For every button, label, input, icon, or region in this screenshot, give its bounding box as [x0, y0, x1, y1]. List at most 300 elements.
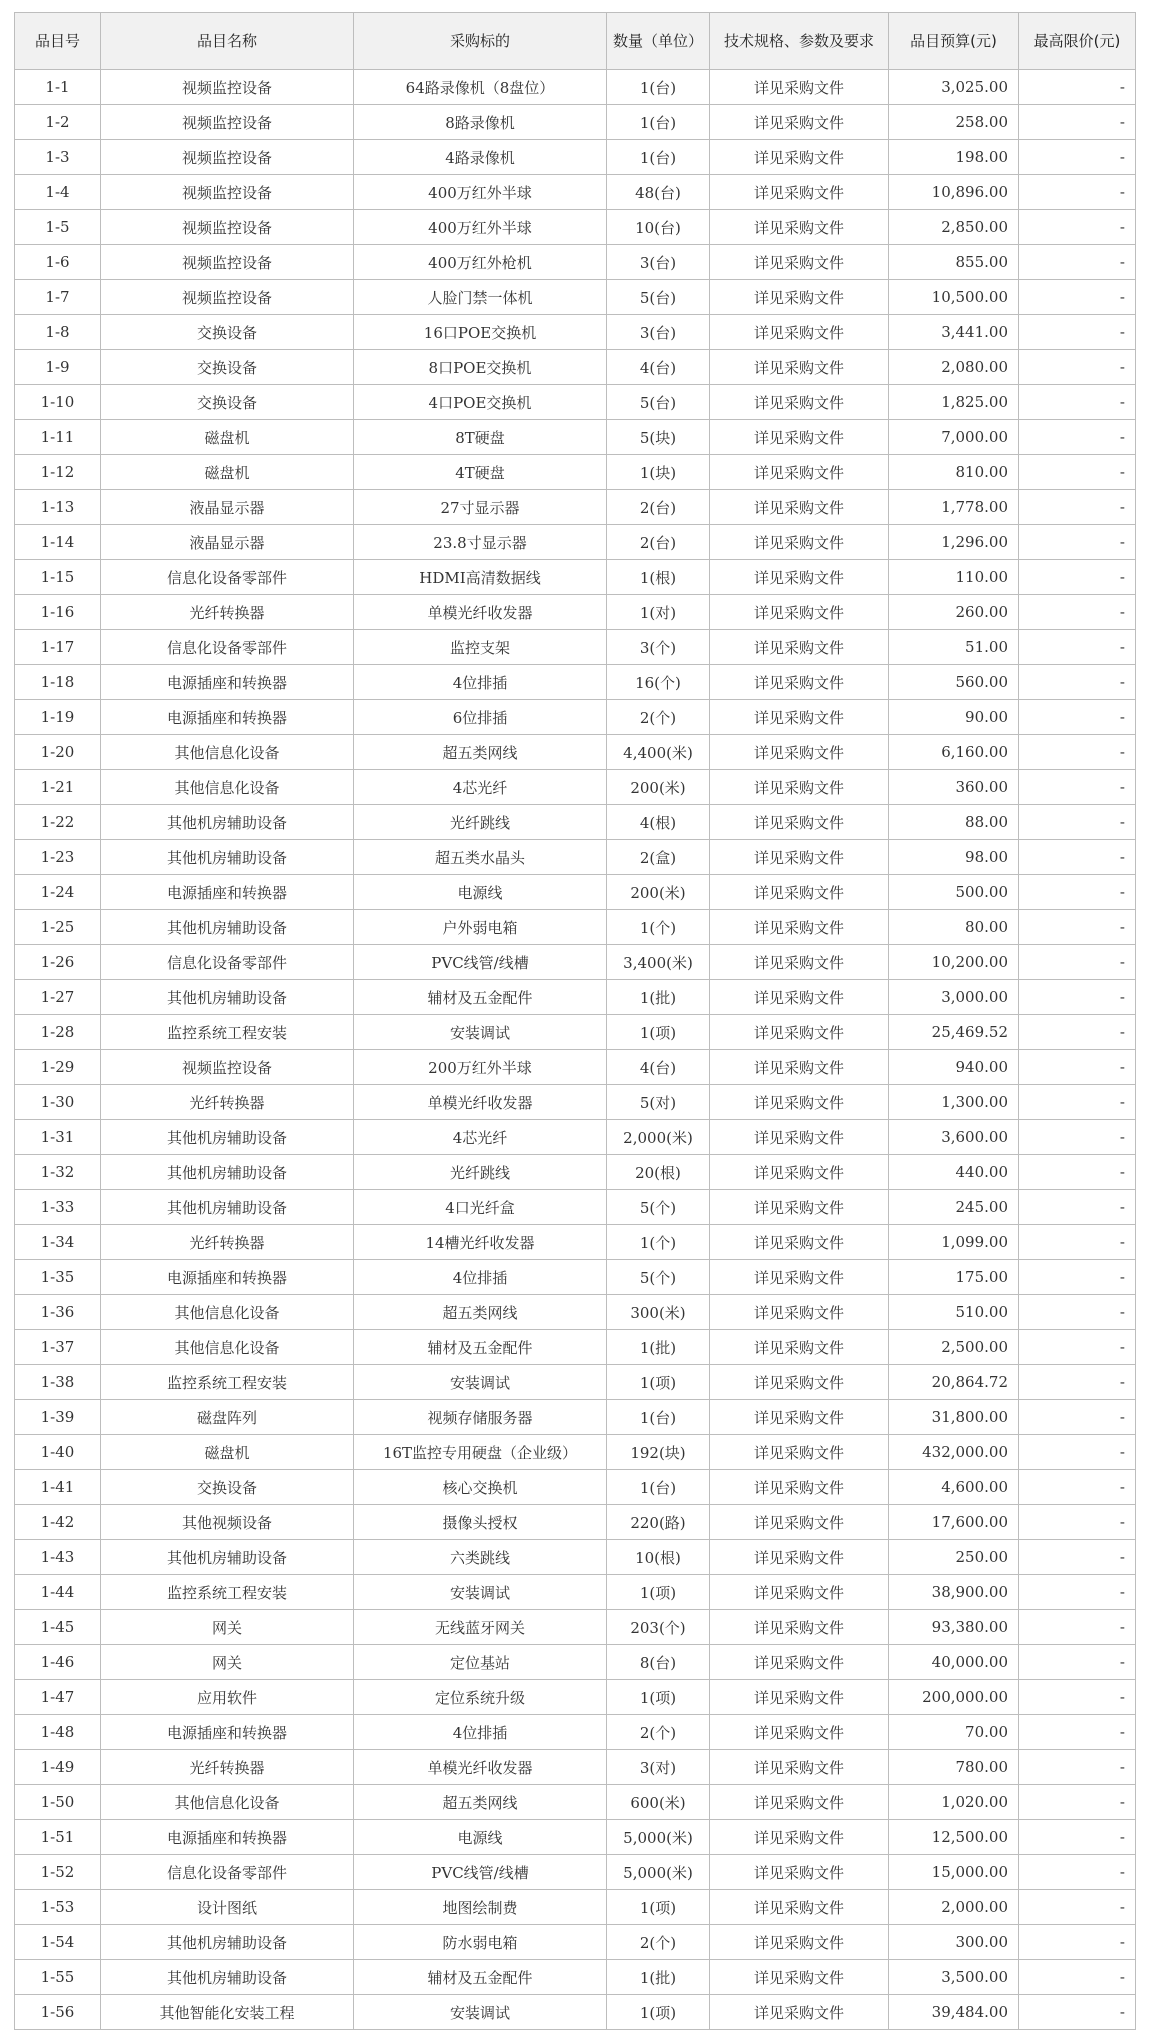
table-row: [15, 140, 1136, 175]
cell-max-price-limit: -: [1019, 1085, 1136, 1120]
cell-item-budget: 510.00: [889, 1295, 1019, 1330]
cell-procurement-target: 辅材及五金配件: [354, 1960, 607, 1995]
cell-technical-spec: 详见采购文件: [710, 1470, 889, 1505]
cell-procurement-target: PVC线管/线槽: [354, 945, 607, 980]
cell-quantity-unit: 1(项): [607, 1365, 710, 1400]
cell-technical-spec: 详见采购文件: [710, 1120, 889, 1155]
cell-item-no: 1-27: [15, 980, 101, 1015]
cell-procurement-target: 单模光纤收发器: [354, 595, 607, 630]
cell-quantity-unit: 3,400(米): [607, 945, 710, 980]
cell-procurement-target: 400万红外半球: [354, 175, 607, 210]
cell-item-no: 1-3: [15, 140, 101, 175]
table-row: [15, 420, 1136, 455]
cell-quantity-unit: 1(项): [607, 1680, 710, 1715]
cell-item-name: 其他视频设备: [101, 1505, 354, 1540]
header-max-price-limit: 最高限价(元): [1019, 13, 1136, 70]
cell-item-budget: 3,500.00: [889, 1960, 1019, 1995]
cell-quantity-unit: 16(个): [607, 665, 710, 700]
cell-max-price-limit: -: [1019, 1155, 1136, 1190]
cell-item-no: 1-46: [15, 1645, 101, 1680]
cell-item-budget: 38,900.00: [889, 1575, 1019, 1610]
cell-procurement-target: 安装调试: [354, 1575, 607, 1610]
cell-item-name: 视频监控设备: [101, 175, 354, 210]
cell-procurement-target: 人脸门禁一体机: [354, 280, 607, 315]
cell-item-name: 交换设备: [101, 385, 354, 420]
cell-procurement-target: 辅材及五金配件: [354, 1330, 607, 1365]
table-row: [15, 595, 1136, 630]
table-row: [15, 1925, 1136, 1960]
cell-item-budget: 3,025.00: [889, 70, 1019, 105]
cell-procurement-target: 光纤跳线: [354, 1155, 607, 1190]
cell-quantity-unit: 203(个): [607, 1610, 710, 1645]
cell-item-budget: 2,000.00: [889, 1890, 1019, 1925]
table-row: [15, 945, 1136, 980]
cell-quantity-unit: 3(台): [607, 315, 710, 350]
cell-quantity-unit: 1(批): [607, 980, 710, 1015]
cell-procurement-target: 电源线: [354, 875, 607, 910]
cell-quantity-unit: 5(台): [607, 280, 710, 315]
cell-technical-spec: 详见采购文件: [710, 945, 889, 980]
cell-item-no: 1-34: [15, 1225, 101, 1260]
cell-item-budget: 175.00: [889, 1260, 1019, 1295]
table-row: [15, 1295, 1136, 1330]
cell-item-no: 1-13: [15, 490, 101, 525]
cell-procurement-target: 200万红外半球: [354, 1050, 607, 1085]
cell-technical-spec: 详见采购文件: [710, 805, 889, 840]
table-row: [15, 1575, 1136, 1610]
cell-item-name: 其他信息化设备: [101, 1295, 354, 1330]
cell-quantity-unit: 3(台): [607, 245, 710, 280]
cell-max-price-limit: -: [1019, 1890, 1136, 1925]
cell-item-budget: 25,469.52: [889, 1015, 1019, 1050]
cell-procurement-target: 超五类网线: [354, 1295, 607, 1330]
cell-technical-spec: 详见采购文件: [710, 105, 889, 140]
cell-technical-spec: 详见采购文件: [710, 770, 889, 805]
cell-quantity-unit: 5(台): [607, 385, 710, 420]
cell-max-price-limit: -: [1019, 805, 1136, 840]
cell-quantity-unit: 192(块): [607, 1435, 710, 1470]
table-row: [15, 805, 1136, 840]
cell-procurement-target: 8路录像机: [354, 105, 607, 140]
cell-quantity-unit: 1(台): [607, 70, 710, 105]
cell-item-budget: 260.00: [889, 595, 1019, 630]
cell-technical-spec: 详见采购文件: [710, 245, 889, 280]
table-row: [15, 1785, 1136, 1820]
cell-procurement-target: 4口光纤盒: [354, 1190, 607, 1225]
cell-max-price-limit: -: [1019, 910, 1136, 945]
cell-max-price-limit: -: [1019, 770, 1136, 805]
cell-procurement-target: 安装调试: [354, 1995, 607, 2030]
cell-technical-spec: 详见采购文件: [710, 1295, 889, 1330]
cell-technical-spec: 详见采购文件: [710, 1050, 889, 1085]
cell-technical-spec: 详见采购文件: [710, 1855, 889, 1890]
table-row: [15, 315, 1136, 350]
cell-item-budget: 1,825.00: [889, 385, 1019, 420]
cell-quantity-unit: 4(台): [607, 1050, 710, 1085]
table-row: [15, 560, 1136, 595]
cell-procurement-target: 摄像头授权: [354, 1505, 607, 1540]
cell-item-budget: 12,500.00: [889, 1820, 1019, 1855]
cell-procurement-target: 400万红外枪机: [354, 245, 607, 280]
cell-item-no: 1-43: [15, 1540, 101, 1575]
cell-procurement-target: 6位排插: [354, 700, 607, 735]
cell-item-no: 1-4: [15, 175, 101, 210]
cell-technical-spec: 详见采购文件: [710, 1750, 889, 1785]
cell-technical-spec: 详见采购文件: [710, 1435, 889, 1470]
cell-procurement-target: 辅材及五金配件: [354, 980, 607, 1015]
cell-max-price-limit: -: [1019, 1400, 1136, 1435]
cell-max-price-limit: -: [1019, 1050, 1136, 1085]
table-row: [15, 525, 1136, 560]
cell-procurement-target: 4路录像机: [354, 140, 607, 175]
cell-item-no: 1-22: [15, 805, 101, 840]
cell-max-price-limit: -: [1019, 595, 1136, 630]
cell-item-no: 1-21: [15, 770, 101, 805]
cell-technical-spec: 详见采购文件: [710, 1330, 889, 1365]
cell-max-price-limit: -: [1019, 455, 1136, 490]
cell-quantity-unit: 1(项): [607, 1890, 710, 1925]
cell-item-budget: 98.00: [889, 840, 1019, 875]
cell-max-price-limit: -: [1019, 1680, 1136, 1715]
table-row: [15, 245, 1136, 280]
cell-technical-spec: 详见采购文件: [710, 1365, 889, 1400]
table-row: [15, 1225, 1136, 1260]
cell-technical-spec: 详见采购文件: [710, 560, 889, 595]
cell-max-price-limit: -: [1019, 1750, 1136, 1785]
cell-item-name: 液晶显示器: [101, 525, 354, 560]
table-row: [15, 70, 1136, 105]
cell-item-name: 其他机房辅助设备: [101, 840, 354, 875]
cell-procurement-target: 14槽光纤收发器: [354, 1225, 607, 1260]
cell-procurement-target: 超五类网线: [354, 735, 607, 770]
cell-item-budget: 40,000.00: [889, 1645, 1019, 1680]
cell-item-no: 1-17: [15, 630, 101, 665]
cell-item-name: 其他机房辅助设备: [101, 1540, 354, 1575]
table-row: [15, 1645, 1136, 1680]
cell-technical-spec: 详见采购文件: [710, 1190, 889, 1225]
cell-procurement-target: 户外弱电箱: [354, 910, 607, 945]
cell-item-budget: 70.00: [889, 1715, 1019, 1750]
cell-item-no: 1-29: [15, 1050, 101, 1085]
cell-max-price-limit: -: [1019, 665, 1136, 700]
cell-max-price-limit: -: [1019, 1960, 1136, 1995]
cell-procurement-target: 16口POE交换机: [354, 315, 607, 350]
cell-item-no: 1-25: [15, 910, 101, 945]
cell-procurement-target: 单模光纤收发器: [354, 1750, 607, 1785]
cell-quantity-unit: 5(对): [607, 1085, 710, 1120]
cell-item-no: 1-1: [15, 70, 101, 105]
cell-technical-spec: 详见采购文件: [710, 1680, 889, 1715]
cell-max-price-limit: -: [1019, 700, 1136, 735]
table-row: [15, 385, 1136, 420]
cell-item-no: 1-8: [15, 315, 101, 350]
cell-item-no: 1-19: [15, 700, 101, 735]
cell-max-price-limit: -: [1019, 1435, 1136, 1470]
cell-quantity-unit: 200(米): [607, 875, 710, 910]
cell-quantity-unit: 2(个): [607, 1925, 710, 1960]
cell-max-price-limit: -: [1019, 1015, 1136, 1050]
header-quantity-unit: 数量（单位）: [607, 13, 710, 70]
cell-item-no: 1-33: [15, 1190, 101, 1225]
cell-item-budget: 110.00: [889, 560, 1019, 595]
cell-item-name: 光纤转换器: [101, 1085, 354, 1120]
cell-quantity-unit: 20(根): [607, 1155, 710, 1190]
cell-technical-spec: 详见采购文件: [710, 385, 889, 420]
cell-quantity-unit: 1(批): [607, 1330, 710, 1365]
cell-max-price-limit: -: [1019, 630, 1136, 665]
cell-item-no: 1-56: [15, 1995, 101, 2030]
cell-item-name: 视频监控设备: [101, 245, 354, 280]
cell-technical-spec: 详见采购文件: [710, 735, 889, 770]
cell-quantity-unit: 1(个): [607, 910, 710, 945]
cell-item-no: 1-41: [15, 1470, 101, 1505]
table-row: [15, 350, 1136, 385]
cell-quantity-unit: 1(根): [607, 560, 710, 595]
cell-item-no: 1-23: [15, 840, 101, 875]
cell-max-price-limit: -: [1019, 1260, 1136, 1295]
cell-max-price-limit: -: [1019, 1120, 1136, 1155]
cell-item-budget: 810.00: [889, 455, 1019, 490]
cell-item-name: 光纤转换器: [101, 1225, 354, 1260]
cell-item-no: 1-18: [15, 665, 101, 700]
cell-quantity-unit: 1(台): [607, 1400, 710, 1435]
table-row: [15, 1435, 1136, 1470]
cell-item-no: 1-26: [15, 945, 101, 980]
cell-procurement-target: 27寸显示器: [354, 490, 607, 525]
cell-item-name: 磁盘机: [101, 420, 354, 455]
cell-technical-spec: 详见采购文件: [710, 630, 889, 665]
cell-item-name: 视频监控设备: [101, 280, 354, 315]
table-row: [15, 980, 1136, 1015]
cell-item-no: 1-55: [15, 1960, 101, 1995]
cell-item-budget: 7,000.00: [889, 420, 1019, 455]
table-row: [15, 770, 1136, 805]
cell-procurement-target: 23.8寸显示器: [354, 525, 607, 560]
cell-technical-spec: 详见采购文件: [710, 1715, 889, 1750]
cell-procurement-target: 视频存储服务器: [354, 1400, 607, 1435]
cell-quantity-unit: 4,400(米): [607, 735, 710, 770]
cell-max-price-limit: -: [1019, 1330, 1136, 1365]
cell-procurement-target: PVC线管/线槽: [354, 1855, 607, 1890]
cell-item-name: 视频监控设备: [101, 1050, 354, 1085]
cell-item-name: 光纤转换器: [101, 1750, 354, 1785]
cell-item-no: 1-51: [15, 1820, 101, 1855]
table-row: [15, 1365, 1136, 1400]
cell-max-price-limit: -: [1019, 315, 1136, 350]
table-body: [15, 70, 1136, 2030]
cell-procurement-target: 8T硬盘: [354, 420, 607, 455]
cell-item-budget: 80.00: [889, 910, 1019, 945]
cell-quantity-unit: 4(根): [607, 805, 710, 840]
table-row: [15, 700, 1136, 735]
cell-item-name: 其他信息化设备: [101, 1785, 354, 1820]
cell-item-name: 视频监控设备: [101, 70, 354, 105]
cell-item-no: 1-36: [15, 1295, 101, 1330]
cell-technical-spec: 详见采购文件: [710, 490, 889, 525]
cell-item-no: 1-9: [15, 350, 101, 385]
cell-item-name: 交换设备: [101, 1470, 354, 1505]
cell-quantity-unit: 5(个): [607, 1260, 710, 1295]
cell-item-name: 监控系统工程安装: [101, 1365, 354, 1400]
cell-item-budget: 3,000.00: [889, 980, 1019, 1015]
cell-item-budget: 2,850.00: [889, 210, 1019, 245]
cell-technical-spec: 详见采购文件: [710, 70, 889, 105]
cell-item-no: 1-52: [15, 1855, 101, 1890]
cell-technical-spec: 详见采购文件: [710, 1260, 889, 1295]
cell-item-budget: 940.00: [889, 1050, 1019, 1085]
table-header-row: [15, 13, 1136, 70]
cell-max-price-limit: -: [1019, 945, 1136, 980]
cell-quantity-unit: 2(个): [607, 1715, 710, 1750]
table-row: [15, 280, 1136, 315]
cell-item-no: 1-11: [15, 420, 101, 455]
cell-item-budget: 4,600.00: [889, 1470, 1019, 1505]
cell-item-name: 信息化设备零部件: [101, 945, 354, 980]
cell-max-price-limit: -: [1019, 175, 1136, 210]
cell-procurement-target: 电源线: [354, 1820, 607, 1855]
cell-item-budget: 88.00: [889, 805, 1019, 840]
cell-procurement-target: 64路录像机（8盘位）: [354, 70, 607, 105]
cell-item-budget: 3,441.00: [889, 315, 1019, 350]
cell-quantity-unit: 220(路): [607, 1505, 710, 1540]
cell-item-budget: 2,080.00: [889, 350, 1019, 385]
cell-item-budget: 31,800.00: [889, 1400, 1019, 1435]
table-row: [15, 1330, 1136, 1365]
cell-quantity-unit: 1(项): [607, 1015, 710, 1050]
cell-item-no: 1-39: [15, 1400, 101, 1435]
cell-max-price-limit: -: [1019, 490, 1136, 525]
cell-procurement-target: 4位排插: [354, 1260, 607, 1295]
cell-quantity-unit: 3(对): [607, 1750, 710, 1785]
cell-item-name: 信息化设备零部件: [101, 630, 354, 665]
table-row: [15, 1610, 1136, 1645]
cell-technical-spec: 详见采购文件: [710, 1820, 889, 1855]
table-row: [15, 490, 1136, 525]
cell-quantity-unit: 1(对): [607, 595, 710, 630]
cell-quantity-unit: 2(台): [607, 525, 710, 560]
table-row: [15, 910, 1136, 945]
cell-item-no: 1-24: [15, 875, 101, 910]
cell-item-budget: 1,300.00: [889, 1085, 1019, 1120]
cell-quantity-unit: 2(台): [607, 490, 710, 525]
cell-technical-spec: 详见采购文件: [710, 1995, 889, 2030]
cell-item-name: 电源插座和转换器: [101, 700, 354, 735]
cell-quantity-unit: 5,000(米): [607, 1820, 710, 1855]
cell-item-name: 液晶显示器: [101, 490, 354, 525]
header-item-budget: 品目预算(元): [889, 13, 1019, 70]
cell-max-price-limit: -: [1019, 210, 1136, 245]
cell-item-name: 磁盘阵列: [101, 1400, 354, 1435]
cell-procurement-target: 4位排插: [354, 1715, 607, 1750]
cell-max-price-limit: -: [1019, 1540, 1136, 1575]
table-row: [15, 175, 1136, 210]
cell-item-no: 1-20: [15, 735, 101, 770]
header-technical-spec: 技术规格、参数及要求: [710, 13, 889, 70]
cell-item-budget: 10,896.00: [889, 175, 1019, 210]
cell-item-name: 交换设备: [101, 350, 354, 385]
cell-technical-spec: 详见采购文件: [710, 595, 889, 630]
cell-quantity-unit: 1(台): [607, 105, 710, 140]
cell-item-name: 磁盘机: [101, 1435, 354, 1470]
cell-technical-spec: 详见采购文件: [710, 140, 889, 175]
cell-procurement-target: 4口POE交换机: [354, 385, 607, 420]
cell-technical-spec: 详见采购文件: [710, 1645, 889, 1680]
cell-item-name: 其他信息化设备: [101, 735, 354, 770]
cell-item-name: 其他机房辅助设备: [101, 1120, 354, 1155]
cell-item-name: 视频监控设备: [101, 105, 354, 140]
cell-item-no: 1-53: [15, 1890, 101, 1925]
table-row: [15, 1470, 1136, 1505]
cell-item-name: 电源插座和转换器: [101, 1820, 354, 1855]
cell-item-budget: 10,200.00: [889, 945, 1019, 980]
cell-max-price-limit: -: [1019, 840, 1136, 875]
cell-quantity-unit: 2,000(米): [607, 1120, 710, 1155]
cell-quantity-unit: 1(批): [607, 1960, 710, 1995]
cell-procurement-target: 安装调试: [354, 1365, 607, 1400]
cell-technical-spec: 详见采购文件: [710, 525, 889, 560]
cell-item-name: 其他机房辅助设备: [101, 805, 354, 840]
cell-technical-spec: 详见采购文件: [710, 455, 889, 490]
cell-technical-spec: 详见采购文件: [710, 1085, 889, 1120]
table-row: [15, 1680, 1136, 1715]
cell-max-price-limit: -: [1019, 1855, 1136, 1890]
cell-quantity-unit: 4(台): [607, 350, 710, 385]
cell-technical-spec: 详见采购文件: [710, 350, 889, 385]
cell-quantity-unit: 1(项): [607, 1575, 710, 1610]
cell-item-name: 电源插座和转换器: [101, 1260, 354, 1295]
cell-item-name: 其他机房辅助设备: [101, 980, 354, 1015]
cell-technical-spec: 详见采购文件: [710, 280, 889, 315]
header-item-name: 品目名称: [101, 13, 354, 70]
cell-procurement-target: 定位系统升级: [354, 1680, 607, 1715]
cell-max-price-limit: -: [1019, 1715, 1136, 1750]
table-row: [15, 665, 1136, 700]
cell-max-price-limit: -: [1019, 1365, 1136, 1400]
table-row: [15, 630, 1136, 665]
cell-item-budget: 855.00: [889, 245, 1019, 280]
cell-item-no: 1-2: [15, 105, 101, 140]
cell-technical-spec: 详见采购文件: [710, 315, 889, 350]
header-item-no: 品目号: [15, 13, 101, 70]
cell-item-budget: 258.00: [889, 105, 1019, 140]
cell-max-price-limit: -: [1019, 1610, 1136, 1645]
cell-max-price-limit: -: [1019, 1645, 1136, 1680]
cell-max-price-limit: -: [1019, 1575, 1136, 1610]
cell-item-budget: 39,484.00: [889, 1995, 1019, 2030]
cell-max-price-limit: -: [1019, 350, 1136, 385]
cell-quantity-unit: 1(个): [607, 1225, 710, 1260]
cell-max-price-limit: -: [1019, 245, 1136, 280]
cell-max-price-limit: -: [1019, 560, 1136, 595]
cell-item-budget: 93,380.00: [889, 1610, 1019, 1645]
cell-item-no: 1-16: [15, 595, 101, 630]
cell-technical-spec: 详见采购文件: [710, 210, 889, 245]
table-row: [15, 1120, 1136, 1155]
table-row: [15, 210, 1136, 245]
cell-item-no: 1-45: [15, 1610, 101, 1645]
cell-technical-spec: 详见采购文件: [710, 420, 889, 455]
cell-procurement-target: 无线蓝牙网关: [354, 1610, 607, 1645]
cell-item-budget: 780.00: [889, 1750, 1019, 1785]
cell-item-name: 其他机房辅助设备: [101, 1925, 354, 1960]
table-row: [15, 1715, 1136, 1750]
cell-technical-spec: 详见采购文件: [710, 1225, 889, 1260]
cell-item-budget: 245.00: [889, 1190, 1019, 1225]
table-row: [15, 1890, 1136, 1925]
cell-procurement-target: 定位基站: [354, 1645, 607, 1680]
cell-max-price-limit: -: [1019, 1470, 1136, 1505]
cell-item-budget: 10,500.00: [889, 280, 1019, 315]
